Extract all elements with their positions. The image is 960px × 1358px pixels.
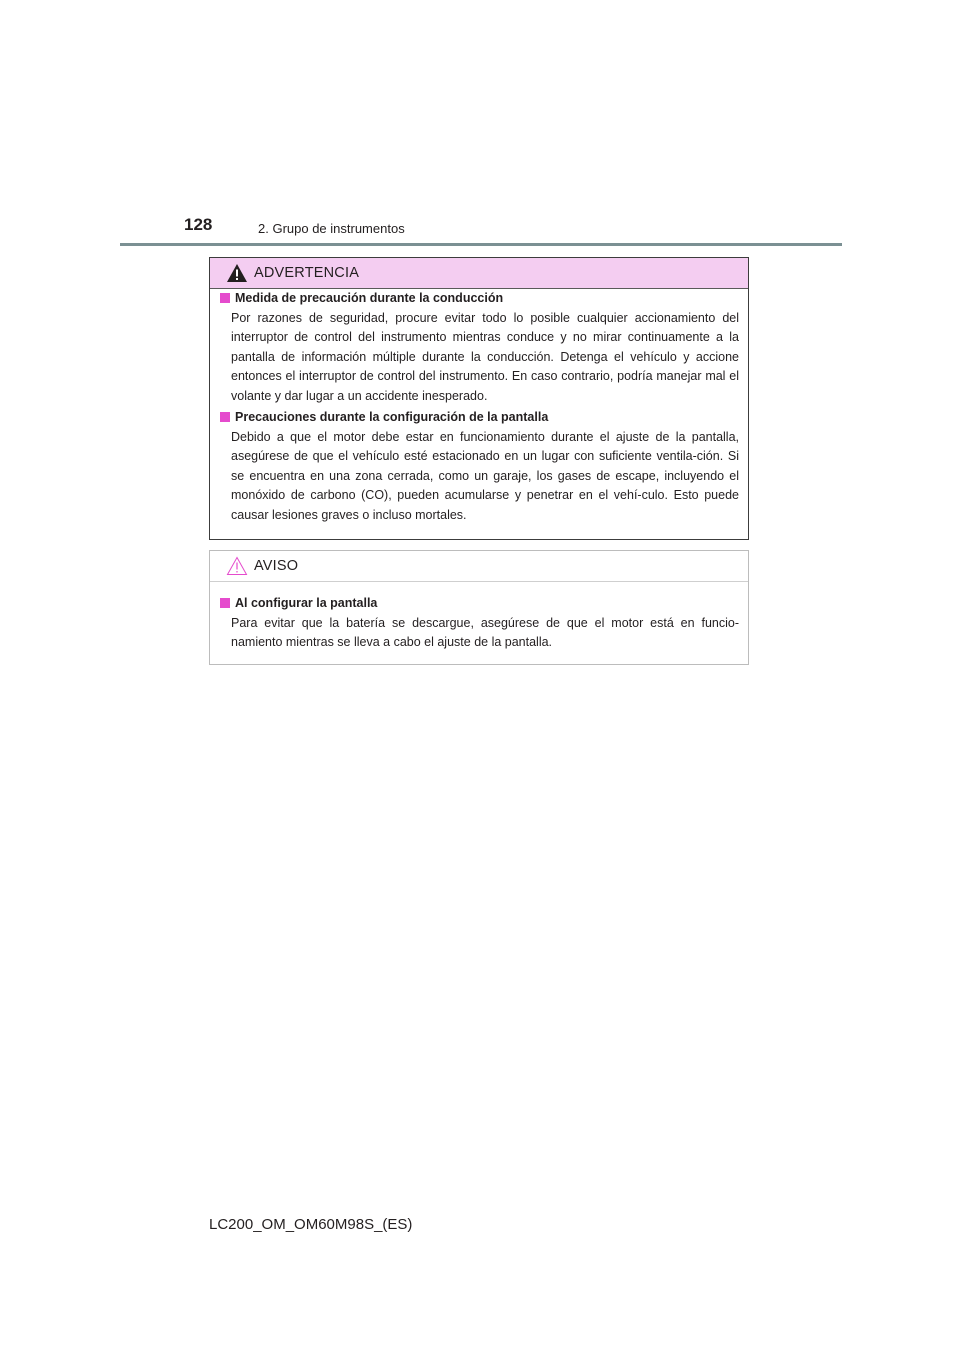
warning-item bbox=[220, 289, 739, 406]
warning-item-text: Debido a que el motor debe estar en funcionamiento durante el ajuste de la pantalla, asegúrese de que el vehículo esté estacionado en un lugar con suficiente ventila-ción. Si se encuentra en una zona cerrada, como un garaje, los gases de escape, incluyendo el monóxido de carbono (CO), pueden acumularse y penetrar en el vehí-culo. Esto puede causar lesiones graves o incluso mortales. bbox=[231, 430, 739, 522]
square-bullet-icon bbox=[220, 598, 230, 608]
warning-box bbox=[209, 257, 749, 540]
notice-item bbox=[220, 594, 739, 653]
notice-item-heading: Al configurar la pantalla bbox=[220, 594, 739, 612]
square-bullet-icon bbox=[220, 293, 230, 303]
header-divider bbox=[120, 243, 842, 246]
notice-title: AVISO bbox=[254, 558, 299, 574]
square-bullet-icon bbox=[220, 412, 230, 422]
document-code: LC200_OM_OM60M98S_(ES) bbox=[209, 1216, 413, 1233]
section-title: 2. Grupo de instrumentos bbox=[258, 221, 405, 236]
warning-item-heading: Medida de precaución durante la conducción bbox=[220, 289, 739, 307]
notice-box-header bbox=[210, 551, 748, 582]
warning-item bbox=[220, 408, 739, 525]
warning-triangle-outline-icon bbox=[226, 556, 248, 576]
notice-item-text: Para evitar que la batería se descargue, asegúrese de que el motor está en funcio-namiento mientras se lleva a cabo el ajuste de la pantalla. bbox=[231, 616, 739, 650]
page-number: 128 bbox=[184, 215, 213, 234]
notice-box bbox=[209, 550, 749, 665]
warning-item-text: Por razones de seguridad, procure evitar todo lo posible cualquier accionamiento del interruptor de control del instrumento mientras conduce y no mirar continuamente a la pantalla de información múltiple durante la conducción. Detenga el vehículo y accione entonces el interruptor de control del instrumento. En caso contrario, podría manejar mal el volante y dar lugar a un accidente inesperado. bbox=[231, 311, 739, 403]
warning-box-header bbox=[210, 258, 748, 289]
warning-triangle-filled-icon bbox=[226, 263, 248, 283]
warning-title: ADVERTENCIA bbox=[254, 265, 360, 281]
warning-item-heading: Precauciones durante la configuración de la pantalla bbox=[220, 408, 739, 426]
